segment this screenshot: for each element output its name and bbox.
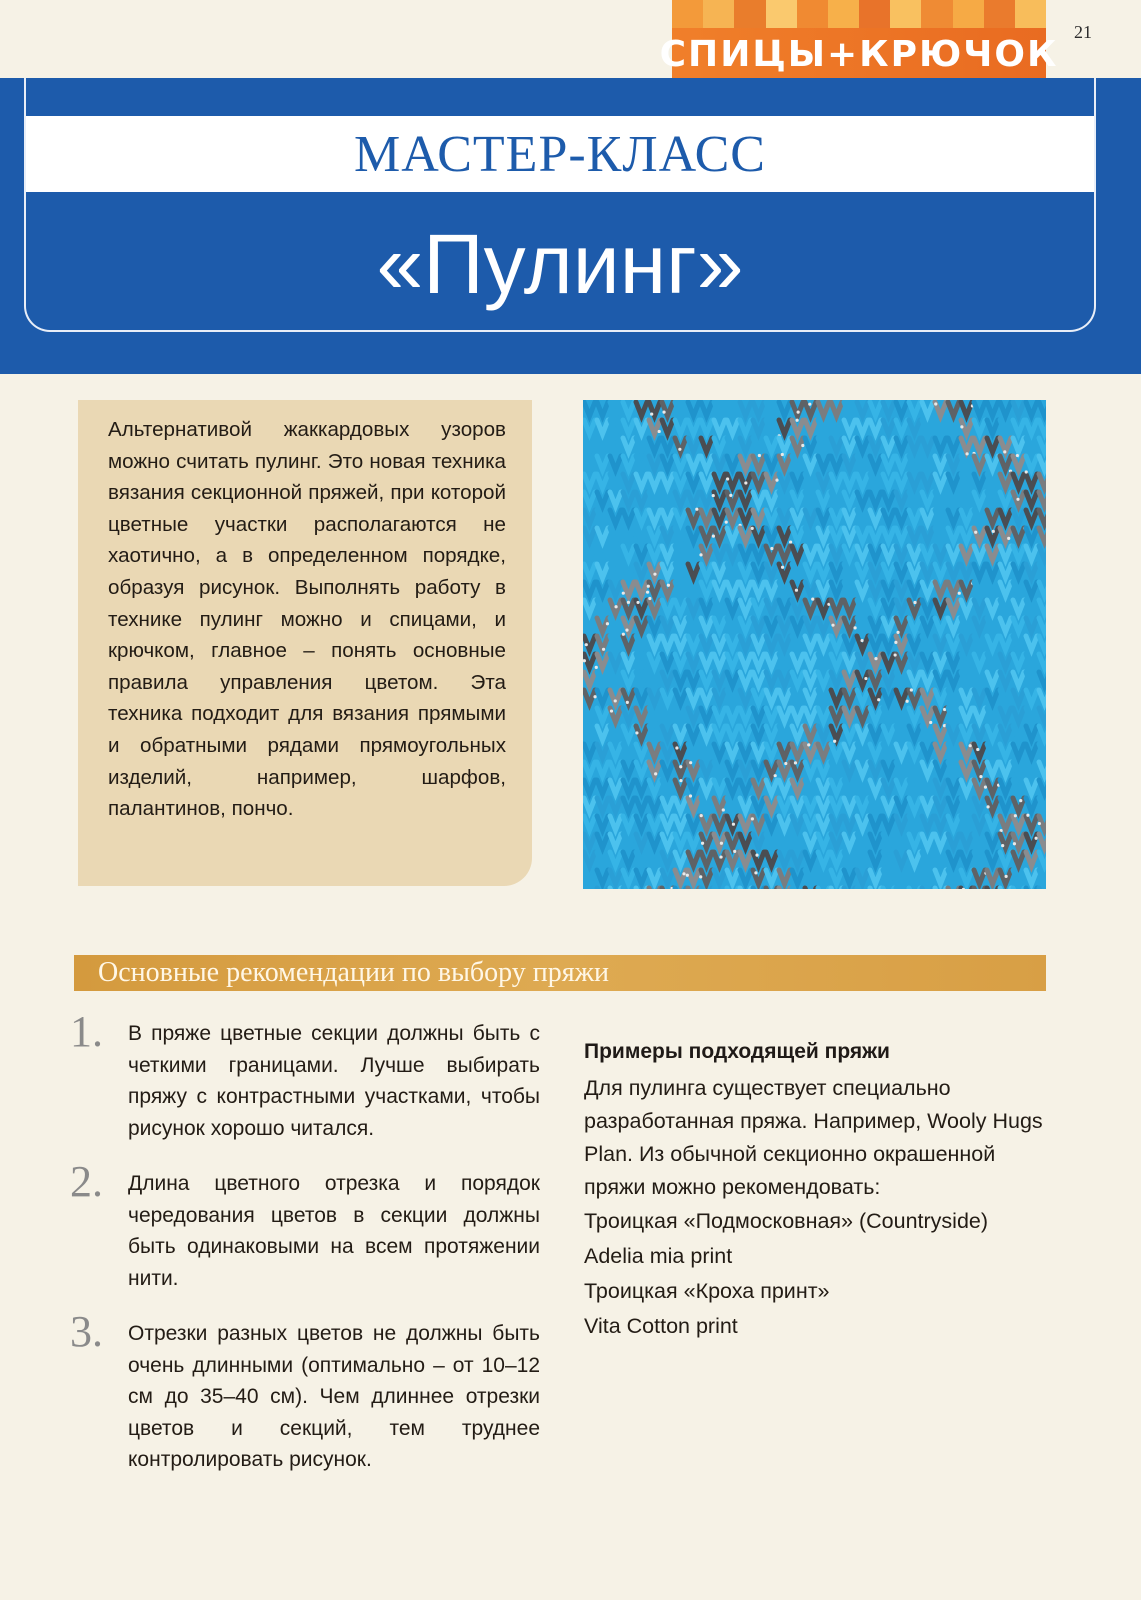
knit-fleck: [635, 731, 638, 734]
item-number: 1.: [70, 1007, 103, 1056]
knit-fleck: [979, 775, 982, 778]
knit-fleck: [725, 521, 728, 524]
knit-fleck: [775, 478, 778, 481]
knit-fleck: [976, 748, 979, 751]
knit-fleck: [614, 605, 617, 608]
item-text: В пряже цветные секции должны быть с четкими границами. Лучше выбирать пряжу с контрастными участками, чтобы рисунок хорошо читался.: [128, 1022, 540, 1140]
intro-text: Альтернативой жаккардовых узоров можно считать пулинг. Это новая техника вязания секционной пряжей, при которой цветные участки располагаются не хаотично, а в определенном порядке, образуя рисунок. Выполнять работу в технике пулинг можно и спицами, и крючком, главное – понять основные правила управления цветом. Эта техника подходит для вязания прямыми и обратными рядами прямоугольных изделий, например, шарфов, палантинов, пончо.: [108, 418, 506, 821]
knit-fleck: [833, 740, 836, 743]
knit-fleck: [974, 531, 977, 534]
yarn-item: Троицкая «Подмосковная» (Countryside): [584, 1209, 989, 1233]
knit-fleck: [646, 591, 649, 594]
knit-fleck: [853, 626, 856, 629]
knit-fleck: [733, 850, 736, 853]
yarn-examples-title: Примеры подходящей пряжи: [584, 1040, 890, 1063]
knit-fleck: [722, 808, 725, 811]
knit-fleck: [1016, 454, 1019, 457]
knit-fleck: [626, 701, 629, 704]
item-text: Отрезки разных цветов не должны быть очень длинными (оптимально – от 10–12 см до 35–40 см). Чем длиннее отрезки цветов и секций, тем труднее контролировать рисунок.: [128, 1322, 540, 1471]
knit-fleck: [1003, 450, 1006, 453]
knit-fleck: [906, 700, 909, 703]
knit-fleck: [992, 530, 995, 533]
knit-fleck: [770, 547, 773, 550]
page-number: 21: [1074, 22, 1092, 42]
knit-fleck: [1013, 842, 1016, 845]
knit-fleck: [874, 657, 877, 660]
knit-fleck: [667, 584, 670, 587]
knit-fleck: [595, 666, 598, 669]
knit-fleck: [896, 631, 899, 634]
knit-fleck: [719, 855, 722, 858]
knit-fleck: [751, 527, 754, 530]
knit-fleck: [894, 653, 897, 656]
yarn-list: [584, 1204, 1054, 1344]
knit-fleck: [653, 573, 656, 576]
knit-fleck: [689, 794, 692, 797]
knit-fleck: [1019, 799, 1022, 802]
knit-fleck: [986, 805, 989, 808]
knit-fleck: [781, 566, 784, 569]
knit-fleck: [701, 842, 704, 845]
knit-fleck: [831, 624, 834, 627]
knit-fleck: [784, 762, 787, 765]
knit-fleck: [678, 448, 681, 451]
knit-fleck: [622, 633, 625, 636]
intro-box: [78, 400, 532, 886]
knit-fleck: [934, 402, 937, 405]
knit-fleck: [610, 709, 613, 712]
knit-fleck: [625, 629, 628, 632]
list-item: [70, 1157, 540, 1294]
knit-fleck: [894, 641, 897, 644]
knit-fleck: [960, 425, 963, 428]
knit-fleck: [864, 677, 867, 680]
knit-fleck: [712, 494, 715, 497]
yarn-examples-intro: Для пулинга существует специально разработанная пряжа. Например, Wooly Hugs Plan. Из обычной секционно окрашенной пряжи можно рекомендовать:: [584, 1076, 1043, 1199]
list-item: [70, 1007, 540, 1144]
knit-fleck: [774, 774, 777, 777]
knit-fleck: [650, 412, 653, 415]
knit-fleck: [682, 872, 685, 875]
list-item: [70, 1307, 540, 1476]
knit-fleck: [795, 419, 798, 422]
knit-fleck: [726, 477, 729, 480]
knit-fleck: [808, 403, 811, 406]
knit-fleck: [602, 648, 605, 651]
knit-fleck: [807, 743, 810, 746]
page-title: «Пулинг»: [376, 216, 744, 311]
knit-fleck: [712, 535, 715, 538]
yarn-examples: [584, 1040, 1054, 1344]
knit-fleck: [732, 823, 735, 826]
knit-fleck: [910, 688, 913, 691]
knit-fleck: [1038, 822, 1041, 825]
knit-fleck: [984, 786, 987, 789]
yarn-item: Vita Cotton print: [584, 1314, 738, 1338]
knit-fleck: [679, 765, 682, 768]
knit-fleck: [627, 601, 630, 604]
knit-fleck: [797, 410, 800, 413]
knit-fleck: [755, 854, 758, 857]
knit-swatch-photo: [583, 400, 1046, 889]
knit-fleck: [811, 597, 814, 600]
knit-fleck: [658, 430, 661, 433]
knit-fleck: [647, 585, 650, 588]
knit-fleck: [1025, 470, 1028, 473]
knit-fleck: [593, 695, 596, 698]
knit-fleck: [1001, 844, 1004, 847]
knit-fleck: [794, 761, 797, 764]
knit-fleck: [1035, 837, 1038, 840]
knit-fleck: [695, 508, 698, 511]
knit-fleck: [860, 639, 863, 642]
knit-swatch-image: [583, 400, 1046, 889]
knit-fleck: [585, 643, 588, 646]
knit-fleck: [662, 410, 665, 413]
knit-fleck: [744, 481, 747, 484]
knit-fleck: [801, 444, 804, 447]
knit-fleck: [675, 746, 678, 749]
knit-fleck: [654, 772, 657, 775]
yarn-item: Троицкая «Кроха принт»: [584, 1279, 830, 1303]
page-kicker: МАСТЕР-КЛАСС: [354, 125, 766, 183]
section-label: СПИЦЫ+КРЮЧОК: [672, 28, 1046, 80]
knit-fleck: [699, 553, 702, 556]
knit-fleck: [699, 875, 702, 878]
knit-fleck: [969, 744, 972, 747]
knit-fleck: [1005, 875, 1008, 878]
knit-fleck: [729, 494, 732, 497]
knit-fleck: [614, 699, 617, 702]
knit-fleck: [754, 871, 757, 874]
recommendations-list: [70, 1007, 540, 1500]
recommendations-heading: Основные рекомендации по выбору пряжи: [74, 955, 1046, 991]
knit-fleck: [606, 622, 609, 625]
knit-fleck: [751, 817, 754, 820]
knit-fleck: [689, 761, 692, 764]
knit-fleck: [648, 597, 651, 600]
knit-fleck: [720, 842, 723, 845]
knit-fleck: [1014, 814, 1017, 817]
knit-fleck: [958, 592, 961, 595]
item-text: Длина цветного отрезка и порядок чередования цветов в секции должны быть одинаковыми на всем протяжении нити.: [128, 1172, 540, 1290]
item-number: 2.: [70, 1157, 103, 1206]
knit-fleck: [1026, 814, 1029, 817]
knit-fleck: [781, 453, 784, 456]
item-number: 3.: [70, 1307, 103, 1356]
knit-fleck: [636, 601, 639, 604]
knit-fleck: [929, 721, 932, 724]
yarn-item: Adelia mia print: [584, 1244, 733, 1268]
knit-fleck: [700, 814, 703, 817]
knit-fleck: [622, 592, 625, 595]
knit-fleck: [758, 454, 761, 457]
knit-fleck: [795, 589, 798, 592]
knit-fleck: [877, 698, 880, 701]
knit-fleck: [913, 601, 916, 604]
knit-fleck: [679, 779, 682, 782]
knit-fleck: [1007, 537, 1010, 540]
knit-fleck: [965, 452, 968, 455]
knit-fleck: [1016, 498, 1019, 501]
knit-fleck: [789, 540, 792, 543]
knit-fleck: [686, 874, 689, 877]
